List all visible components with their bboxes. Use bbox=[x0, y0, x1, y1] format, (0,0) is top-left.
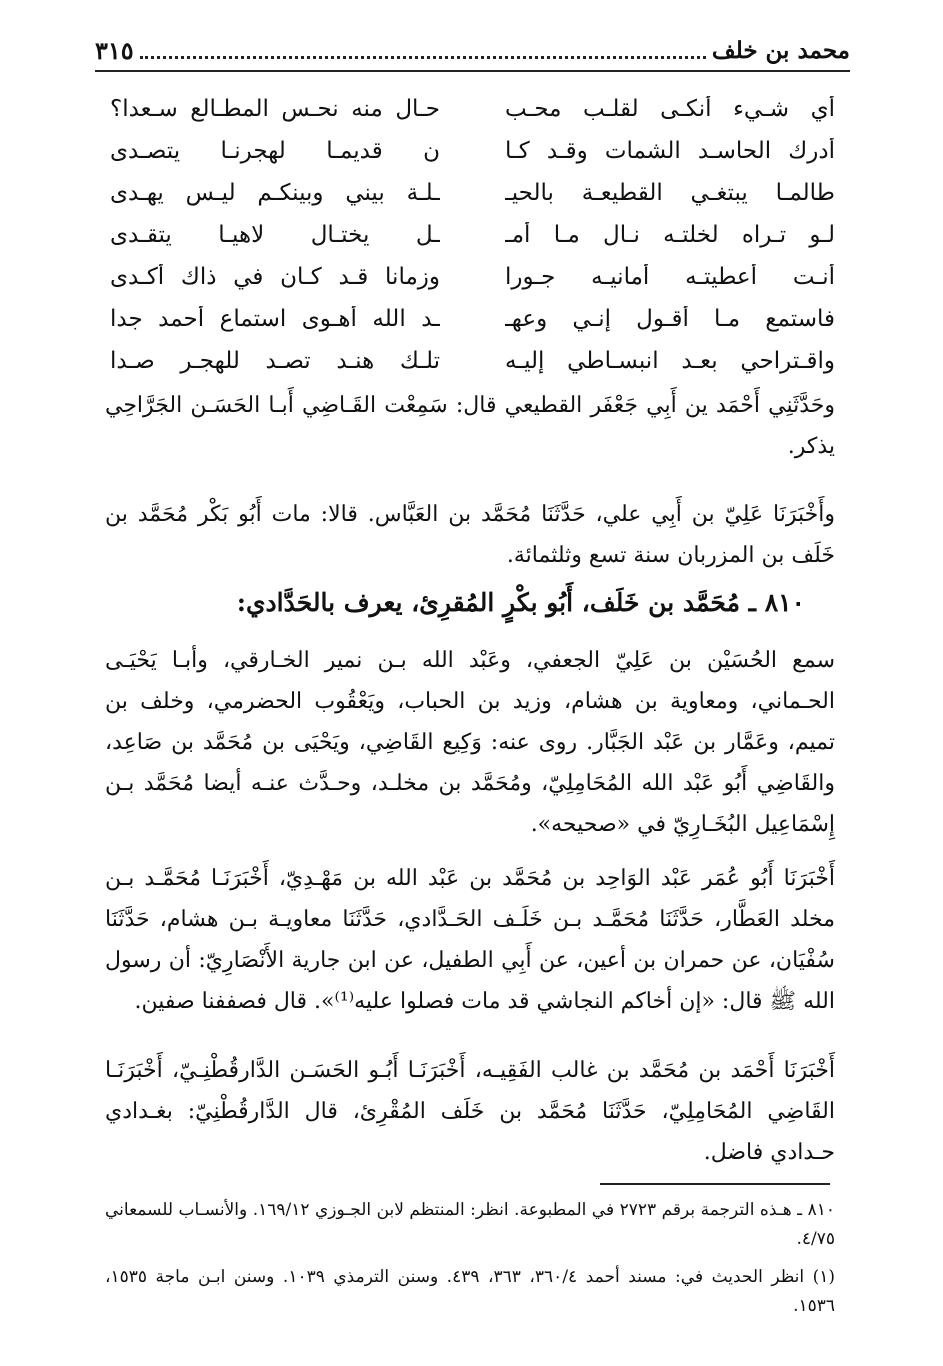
paragraph-teachers-students: سمع الحُسَيْن بن عَلِيّ الجعفي، وعَبْد الله بـن نمير الخـارقي، وأبـا يَحْيَـى الحـماني، ومعاوية بن هشام، وزيد بن الحباب، ويَعْقُوب الحضرمي، وخلف بن تميم، وعَمَّار بن عَبْد الجَبَّار. روى عنه: وَكِيع القَاضِي، ويَحْيَى بن مُحَمَّد بن صَاعِد، والقَاضِي أَبُو عَبْد الله المُحَامِلِيّ، ومُحَمَّد بن مخلـد، وحـدَّث عنـه أيضا مُحَمَّد بـن إِسْمَاعِيل البُخَـارِيّ في «صحيحه». bbox=[105, 648, 835, 837]
footnote-separator bbox=[600, 1183, 830, 1185]
first-hemistich: أي شـيء أنكـى لقلـب محـب bbox=[505, 96, 835, 122]
second-hemistich: تلـك هنـد تصـد للهجـر صـدا bbox=[110, 348, 440, 374]
footnote-entry: ٨١٠ ـ هـذه الترجمة برقم ٢٧٢٣ في المطبوعة. انظر: المنتظم لابن الجـوزي ١٦٩/١٢. والأنسـاب للسمعاني ٤/٧٥. bbox=[105, 1200, 836, 1249]
second-hemistich: ـلـة بيني وبينكـم ليـس يهـدى bbox=[110, 180, 440, 206]
first-hemistich: فاستمع مـا أقـول إنـي وعهـ bbox=[505, 306, 835, 332]
dotted-leader bbox=[140, 56, 706, 59]
running-title: محمد بن خلف bbox=[711, 36, 850, 64]
paragraph-hadith: أَخْبَرَنَا أَبُو عُمَر عَبْد الوَاحِد بن مُحَمَّد بن عَبْد الله بن مَهْـدِيّ، أَخْبَرَنَـا مُحَمَّـد بـن مخلد العَطَّار، حَدَّثَنَا مُحَمَّـد بـن خَلَـف الحَـدَّادي، حَدَّثَنَا معاويـة بـن هشام، حَدَّثَنَا سُفْيَان، عن حمران بن أعين، عن أَبِي الطفيل، عن ابن جارية الأَنْصَارِيّ: أن رسول الله ﷺ قال: «إن أخاكم النجاشي قد مات فصلوا عليه⁽¹⁾». قال فصففنا صفين. bbox=[105, 866, 836, 1014]
paragraph-death-date: وأَخْبَرَنَا عَلِيّ بن أَبِي علي، حَدَّثَنَا مُحَمَّد بن العَبَّاس. قالا: مات أَبُو بَكْر مُحَمَّد بن خَلَف بن المزربان سنة تسع وثلثمائة. bbox=[105, 502, 835, 568]
paragraph-narration: وحَدَّثَنِي أَحْمَد ين أَبِي جَعْفَر القطيعي قال: سَمِعْت القَـاضِي أَبـا الحَسَـن الجَرَّاحِي يذكر. bbox=[105, 393, 835, 459]
second-hemistich: حـال منه نحـس المطـالع سـعدا؟ bbox=[110, 96, 440, 122]
poem-verse bbox=[110, 256, 835, 298]
poem-verse bbox=[110, 340, 835, 382]
poem-verse bbox=[110, 130, 835, 172]
first-hemistich: طالمـا يبتغـي القطيعـة بالحيـ bbox=[505, 180, 835, 206]
poem-verse bbox=[110, 88, 835, 130]
second-hemistich: ن قديمـا لهجرنـا يتصـدى bbox=[110, 138, 440, 164]
page-number: ٣١٥ bbox=[95, 35, 134, 65]
second-hemistich: وزمانا قـد كـان في ذاك أكـدى bbox=[110, 264, 440, 290]
poem-verse bbox=[110, 298, 835, 340]
poem-verse bbox=[110, 172, 835, 214]
first-hemistich: أدرك الحاسـد الشمات وقـد كـا bbox=[505, 138, 835, 164]
first-hemistich: لـو تـراه لخلتـه نـال مـا أمـ bbox=[505, 222, 835, 248]
second-hemistich: ـد الله أهـوى استماع أحمد جدا bbox=[110, 306, 440, 332]
poem bbox=[110, 88, 835, 382]
entry-title: ٨١٠ ـ مُحَمَّد بن خَلَف، أَبُو بكْرٍ المُقرِئ، يعرف بالحَدَّادي: bbox=[236, 588, 805, 617]
paragraph-assessment: أَخْبَرَنَا أَحْمَد بن مُحَمَّد بن غالب الفَقِيـه، أَخْبَرَنَـا أَبُـو الحَسَـن الدَّارقُطْنِـيّ، أَخْبَرَنَـا القَاضِي المُحَامِلِيّ، حَدَّثَنَا مُحَمَّد بن خَلَف المُقْرِئ، قال الدَّارقُطْنِيّ: بغـدادي حـدادي فاضل. bbox=[105, 1058, 835, 1165]
footnote-1: (١) انظر الحديث في: مسند أحمد ٣٦٠/٤، ٣٦٣، ٤٣٩. وسنن الترمذي ١٠٣٩. وسنن ابـن ماجة ١٥٣٥، ١٥٣٦. bbox=[105, 1267, 836, 1316]
first-hemistich: أنـت أعطيتـه أمانيـه جـورا bbox=[505, 264, 835, 290]
first-hemistich: واقـتراحي بعـد انبسـاطي إليـه bbox=[505, 348, 835, 374]
page-header bbox=[95, 30, 850, 72]
poem-verse bbox=[110, 214, 835, 256]
second-hemistich: ـل يختـال لاهيـا يتقـدى bbox=[110, 222, 440, 248]
